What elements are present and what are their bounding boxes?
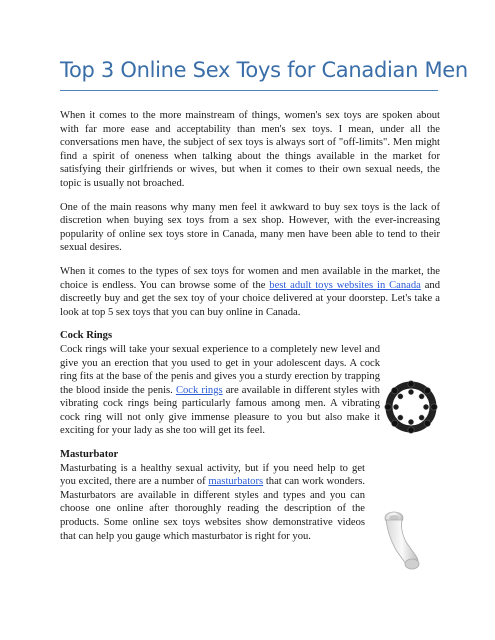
paragraph-choice-text-1: When it comes to the types of sex toys for women and men available in the market, the choice is endless. You can browse some of the bbox=[60, 265, 440, 291]
title-underline-rule bbox=[60, 90, 438, 91]
masturbator-text-1: Masturbating is a healthy sexual activity, but if you need help to get you excited, there are a number of bbox=[60, 462, 365, 488]
section-heading-masturbator: Masturbator bbox=[60, 449, 119, 461]
masturbator-image bbox=[372, 506, 434, 576]
paragraph-choice bbox=[60, 265, 440, 319]
masturbators-link[interactable]: masturbators bbox=[208, 476, 264, 488]
cock-rings-link[interactable]: Cock rings bbox=[175, 384, 223, 396]
paragraph-choice-text-2: and discreetly buy and get the sex toy of your choice delivered at your doorstep. Let's take a look at top 5 sex toys that you can buy online in Canada. bbox=[60, 279, 440, 318]
page-title: Top 3 Online Sex Toys for Canadian Men bbox=[60, 58, 468, 82]
best-adult-toys-link[interactable]: best adult toys websites in Canada bbox=[269, 279, 421, 291]
cock-rings-text-1: Cock rings will take your sexual experience to a completely new level and give you an erection that you used to get in your adolescent days. A cock ring fits at the base of the penis and gives you a sturdy erection by trapping the blood inside the penis. bbox=[60, 343, 380, 396]
cock-rings-text-2: are available in different styles with vibrating cock rings being particularly famous among men. A vibrating cock ring will not only give immense pleasure to you but also make it exciting for your lady as she too will get its feel. bbox=[60, 384, 380, 437]
paragraph-masturbator bbox=[60, 462, 365, 544]
cock-ring-image bbox=[384, 380, 438, 434]
paragraph-discretion: One of the main reasons why many men feel it awkward to buy sex toys is the lack of discretion when buying sex toys from a sex shop. However, with the ever-increasing popularity of online sex toys store in Canada, many men have been able to tend to their sexual desires. bbox=[60, 201, 440, 254]
paragraph-intro: When it comes to the more mainstream of things, women's sex toys are spoken about with far more ease and acceptability than men's sex toys. I mean, under all the conversations men have, the subject of sex toys is always sort of "off-limits". Men might find a spirit of oneness when talking about the things available in the market for satisfying their girlfriends or wives, but when it comes to their own sexual needs, the topic is usually not broached. bbox=[60, 110, 440, 189]
article-body bbox=[60, 109, 440, 543]
paragraph-cock-rings bbox=[60, 343, 380, 438]
masturbator-text-2: that can work wonders. Masturbators are available in different styles and types and you can choose one online after thoroughly reading the description of the products. Some online sex toys websites show demonstrative videos that can help you gauge which masturbator is right for you. bbox=[60, 476, 366, 542]
section-heading-cock-rings: Cock Rings bbox=[60, 330, 113, 342]
